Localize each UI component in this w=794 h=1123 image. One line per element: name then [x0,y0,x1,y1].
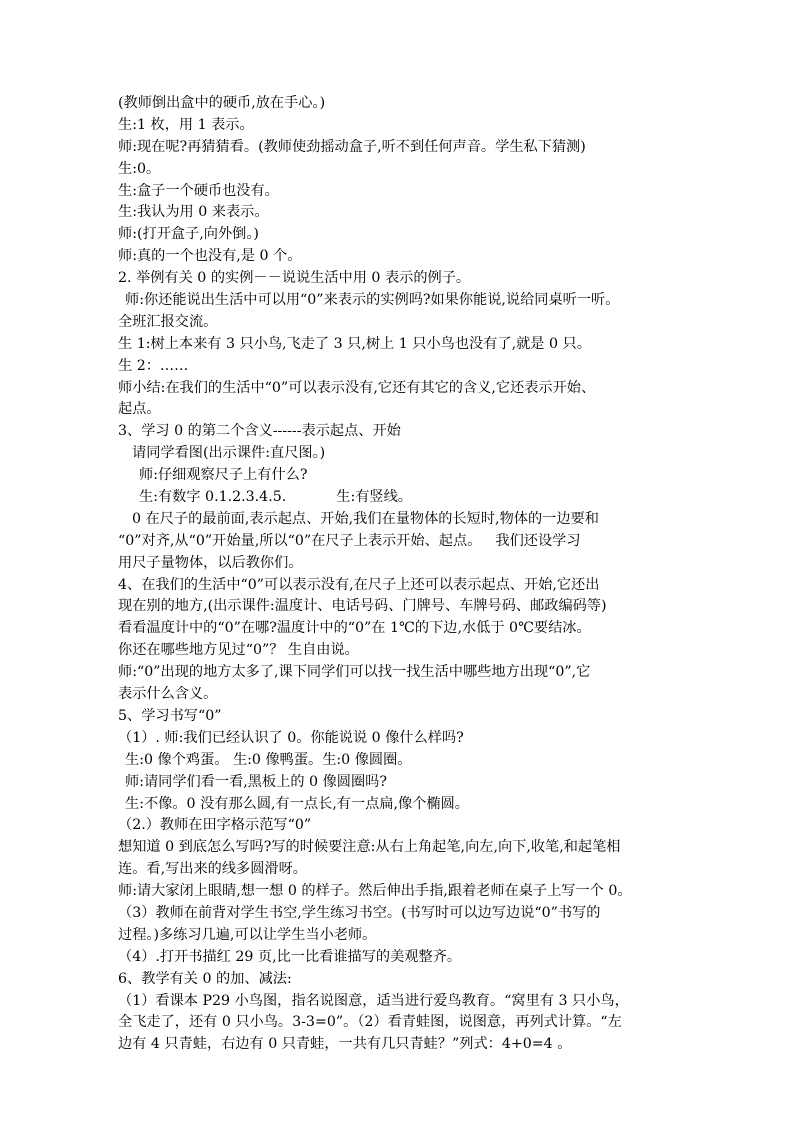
text-line: 你还在哪些地方见过“0”？ 生自由说。 [118,642,359,659]
text-line: 生:盒子一个硬币也没有。 [118,182,279,199]
text-line: 全班汇报交流。 [118,313,218,330]
section-heading: 4、在我们的生活中“0”可以表示没有,在尺子上还可以表示起点、开始,它还出 [118,576,600,593]
text-line: 生:我认为用 0 来表示。 [118,204,269,221]
section-heading: 3、学习 0 的第二个含义------表示起点、开始 [118,423,401,440]
text-line: 生:1 枚，用 1 表示。 [118,116,254,133]
ruler-lines-answer: 生:有竖线。 [336,489,412,506]
text-line: 看看温度计中的“0”在哪?温度计中的“0”在 1℃的下边,水低于 0℃要结冰。 [118,620,591,637]
section-heading: 5、学习书写“0” [118,707,222,724]
text-line: 全飞走了，还有 0 只小鸟。3-3=0”。（2）看青蛙图，说图意，再列式计算。“左 [118,1014,622,1031]
document-page [118,93,688,1056]
text-line: 师:(打开盒子,向外倒。) [118,226,259,243]
text-line: 表示什么含义。 [118,686,218,703]
text-line: 师:“0”出现的地方太多了,课下同学们可以找一找生活中哪些地方出现“0”,它 [118,664,591,681]
text-line: 师:你还能说出生活中可以用“0”来表示的实例吗?如果你能说,说给同桌听一听。 [125,292,620,309]
text-segment: 我们还设学习 [495,532,581,549]
text-line: (教师倒出盒中的硬币,放在手心。) [118,95,326,111]
text-line: （1）看课本 P29 小鸟图，指名说图意，适当进行爱鸟教育。“窝里有 3 只小鸟， [118,992,629,1009]
text-line: 现在别的地方,(出示课件:温度计、电话号码、门牌号、车牌号码、邮政编码等) [118,598,607,615]
text-line: 师:真的一个也没有,是 0 个。 [118,248,302,265]
text-line: 生:0。 [118,160,161,177]
text-line: 0 在尺子的最前面,表示起点、开始,我们在量物体的长短时,物体的一边要和 [132,510,599,527]
text-line: （4）.打开书描红 29 页,比一比看谁描写的美观整齐。 [118,948,462,965]
text-line: 用尺子量物体，以后教你们。 [118,554,303,571]
text-line: 连。看,写出来的线多圆滑呀。 [118,861,307,878]
text-line: 生 1:树上本来有 3 只小鸟,飞走了 3 只,树上 1 只小鸟也没有了,就是 0 只。 [118,335,591,352]
text-line: 过程。)多练习几遍,可以让学生当小老师。 [118,926,377,943]
text-line [118,531,688,553]
text-line: 师:请大家闭上眼睛,想一想 0 的样子。然后伸出手指,跟着老师在桌子上写一个 0。 [118,883,632,900]
text-line [118,487,688,509]
text-line: 边有 4 只青蛙，右边有 0 只青蛙，一共有几只青蛙？”列式：4+0=4 。 [118,1036,572,1053]
section-heading: 6、教学有关 0 的加、减法: [118,970,292,987]
text-line: 想知道 0 到底怎么写吗?写的时候要注意:从右上角起笔,向左,向下,收笔,和起笔相 [118,839,621,856]
ruler-numbers-answer: 生:有数字 0.1.2.3.4.5. [139,489,287,506]
section-heading: 2. 举例有关 0 的实例－－说说生活中用 0 表示的例子。 [118,270,471,287]
text-line: （3）教师在前背对学生书空,学生练习书空。(书写时可以边写边说“0”书写的 [118,904,601,921]
text-line: （1）. 师:我们已经认识了 0。你能说说 0 像什么样吗? [118,729,464,746]
text-line: 师:现在呢?再猜猜看。(教师使劲摇动盒子,听不到任何声音。学生私下猜测) [118,138,586,155]
text-line: 请同学看图(出示课件:直尺图。) [132,445,326,462]
text-line: 生:不像。0 没有那么圆,有一点长,有一点扁,像个椭圆。 [125,795,469,812]
text-line: 生:0 像个鸡蛋。 生:0 像鸭蛋。生:0 像圆圈。 [125,751,412,768]
text-line: 师小结:在我们的生活中“0”可以表示没有,它还有其它的含义,它还表示开始、 [118,379,596,396]
text-line: 生 2：…… [118,357,189,374]
text-line: 师:仔细观察尺子上有什么? [139,467,308,484]
text-line: 师:请同学们看一看,黑板上的 0 像圆圈吗? [125,773,387,790]
text-line: （2.）教师在田字格示范写“0” [118,817,312,834]
text-segment: “0”对齐,从“0”开始量,所以“0”在尺子上表示开始、起点。 [118,532,482,549]
text-line: 起点。 [118,401,161,418]
